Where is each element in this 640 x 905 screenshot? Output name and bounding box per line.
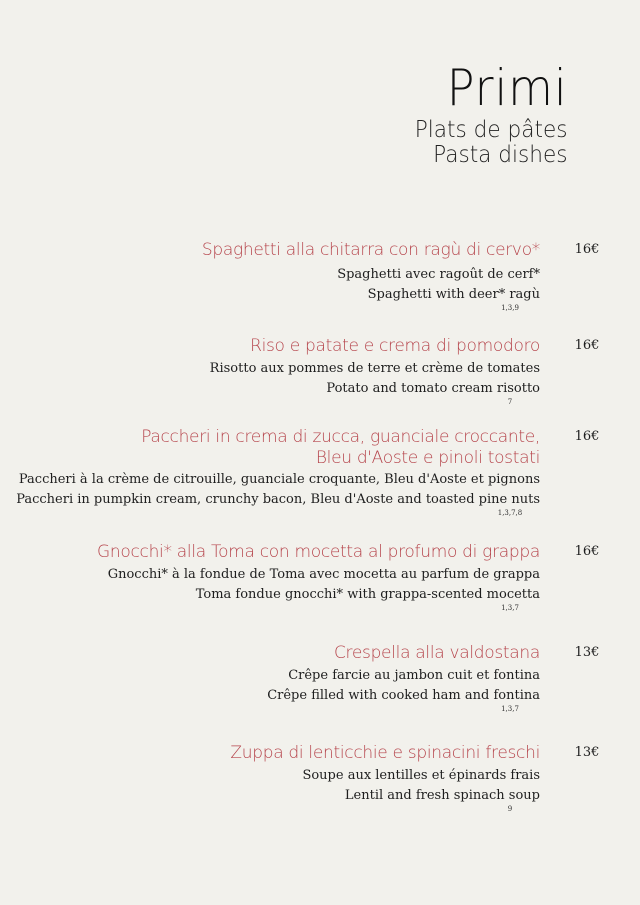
dish-name: Spaghetti alla chitarra con ragù di cervo* bbox=[201, 240, 540, 260]
dish-description-english: Spaghetti with deer* ragù bbox=[367, 287, 540, 302]
allergen-codes: 1,3,9 bbox=[501, 304, 519, 312]
dish-name: Crespella alla valdostana bbox=[333, 643, 540, 663]
dish-description-french: Crêpe farcie au jambon cuit et fontina bbox=[288, 668, 540, 683]
dish-name: Riso e patate e crema di pomodoro bbox=[250, 336, 540, 356]
dish-name: Paccheri in crema di zucca, guanciale croccante, Bleu d'Aoste e pinoli tostati bbox=[141, 427, 540, 468]
dish-description-french: Spaghetti avec ragoût de cerf* bbox=[337, 267, 540, 282]
allergen-codes: 7 bbox=[507, 398, 513, 406]
allergen-codes: 1,3,7 bbox=[501, 604, 519, 612]
dish-price: 16€ bbox=[574, 429, 600, 444]
dish-name: Gnocchi* alla Toma con mocetta al profumo di grappa bbox=[97, 542, 540, 562]
dish-price: 16€ bbox=[574, 338, 600, 353]
dish-price: 16€ bbox=[574, 242, 600, 257]
dish-price: 13€ bbox=[574, 645, 600, 660]
page-title: Primi bbox=[447, 59, 568, 117]
allergen-codes: 1,3,7 bbox=[501, 705, 519, 713]
dish-price: 13€ bbox=[574, 745, 600, 760]
dish-description-french: Soupe aux lentilles et épinards frais bbox=[302, 768, 540, 783]
dish-description-english: Crêpe filled with cooked ham and fontina bbox=[267, 688, 540, 703]
dish-description-english: Paccheri in pumpkin cream, crunchy bacon, Bleu d'Aoste and toasted pine nuts bbox=[16, 492, 540, 507]
subtitle-french: Plats de pâtes bbox=[415, 117, 568, 143]
dish-description-french: Risotto aux pommes de terre et crème de tomates bbox=[209, 361, 540, 376]
dish-description-english: Lentil and fresh spinach soup bbox=[344, 788, 540, 803]
menu-header bbox=[405, 58, 568, 168]
subtitle-english: Pasta dishes bbox=[433, 142, 568, 168]
dish-description-french: Gnocchi* à la fondue de Toma avec mocetta au parfum de grappa bbox=[107, 567, 540, 582]
dish-description-french: Paccheri à la crème de citrouille, guanciale croquante, Bleu d'Aoste et pignons bbox=[18, 472, 540, 487]
dish-name: Zuppa di lenticchie e spinacini freschi bbox=[230, 743, 540, 763]
dish-description-english: Toma fondue gnocchi* with grappa-scented mocetta bbox=[195, 587, 540, 602]
dish-description-english: Potato and tomato cream risotto bbox=[326, 381, 540, 396]
allergen-codes: 9 bbox=[507, 805, 513, 813]
dish-price: 16€ bbox=[574, 544, 600, 559]
allergen-codes: 1,3,7,8 bbox=[497, 509, 523, 517]
